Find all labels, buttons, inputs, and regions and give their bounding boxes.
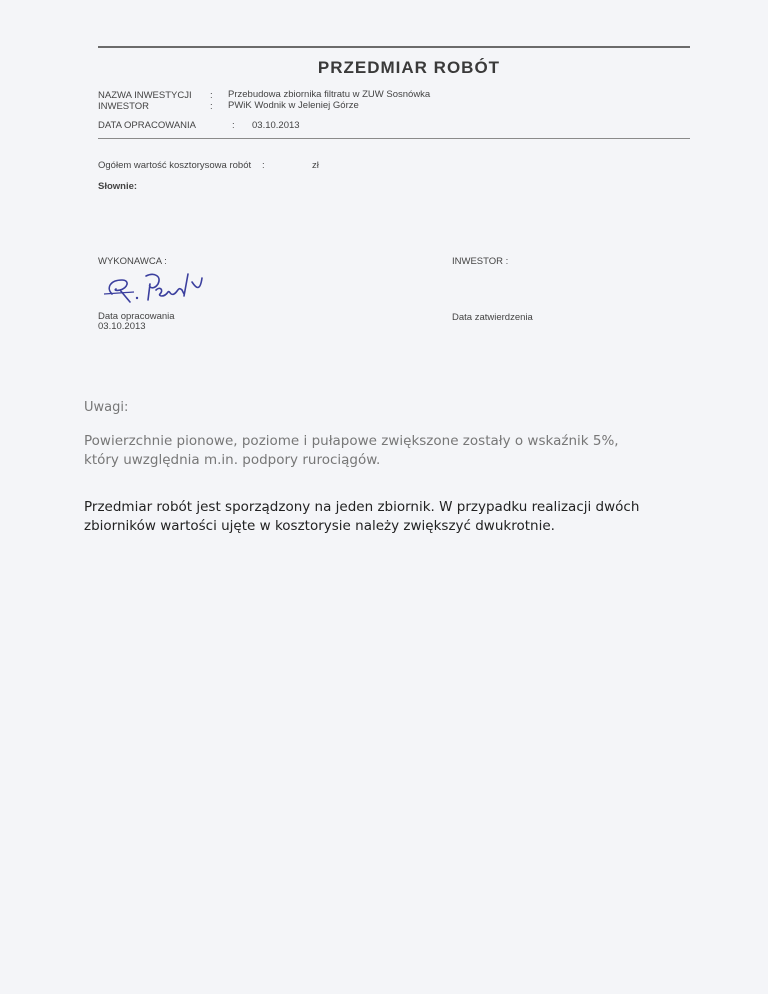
notes-paragraph: Powierzchnie pionowe, poziome i pułapowe zwiększone zostały o wskaźnik 5%, który uwzględnia m.in. podpory rurociągów. bbox=[84, 433, 619, 468]
date-label: DATA OPRACOWANIA bbox=[98, 120, 197, 131]
contractor-label: WYKONAWCA : bbox=[98, 256, 167, 267]
header-divider bbox=[98, 138, 690, 139]
investor-label: INWESTOR bbox=[98, 101, 150, 112]
investment-value: Przebudowa zbiornika filtratu w ZUW Sosnówka bbox=[228, 89, 431, 100]
top-divider bbox=[98, 46, 690, 48]
investment-label: NAZWA INWESTYCJI bbox=[98, 90, 192, 101]
contractor-date-value: 03.10.2013 bbox=[98, 321, 146, 332]
notes-heading: Uwagi: bbox=[84, 400, 129, 415]
investor-value: PWiK Wodnik w Jeleniej Górze bbox=[228, 100, 359, 111]
page-title: PRZEDMIAR ROBÓT bbox=[317, 58, 501, 77]
total-currency: zł bbox=[312, 160, 319, 171]
investor-sign-label: INWESTOR : bbox=[452, 256, 509, 267]
investment-separator: : bbox=[210, 90, 213, 101]
contractor-date-label: Data opracowania bbox=[98, 311, 175, 322]
signature-drawing bbox=[100, 268, 210, 310]
words-label: Słownie: bbox=[98, 181, 138, 192]
total-separator: : bbox=[262, 160, 265, 171]
total-label: Ogółem wartość kosztorysowa robót bbox=[98, 160, 252, 171]
approval-date-label: Data zatwierdzenia bbox=[452, 312, 533, 323]
date-separator: : bbox=[232, 120, 235, 131]
investor-separator: : bbox=[210, 101, 213, 112]
date-value: 03.10.2013 bbox=[252, 120, 300, 131]
body-paragraph: Przedmiar robót jest sporządzony na jeden zbiornik. W przypadku realizacji dwóch zbiorników wartości ujęte w kosztorysie należy zwiększyć dwukrotnie. bbox=[84, 499, 640, 534]
